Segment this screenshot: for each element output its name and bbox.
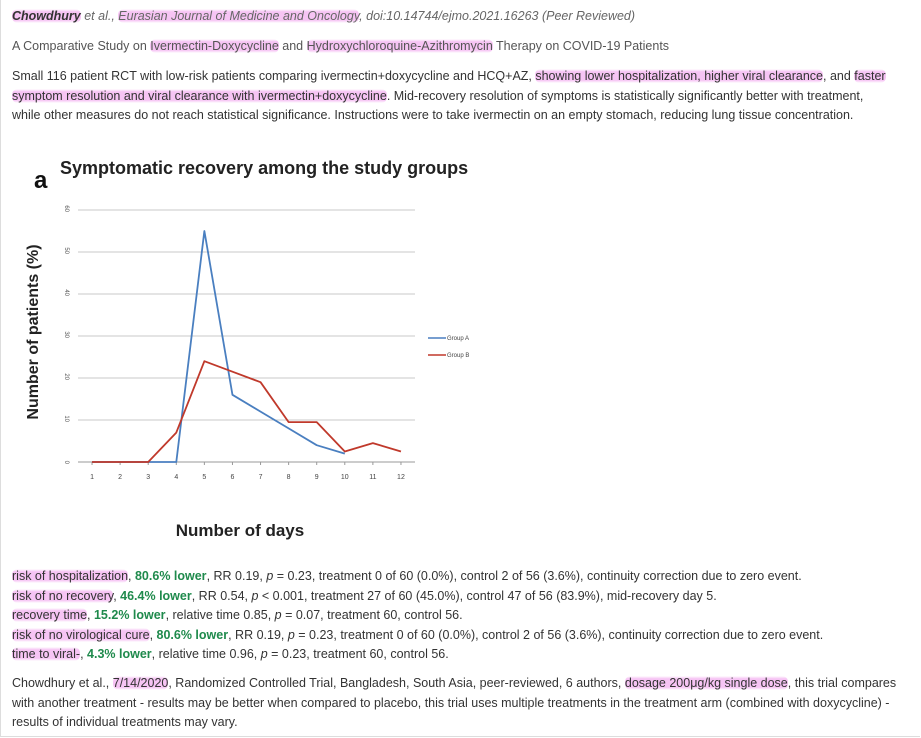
x-tick-label: 10 bbox=[340, 474, 349, 481]
x-tick-label: 11 bbox=[369, 474, 377, 481]
x-tick-label: 3 bbox=[146, 474, 151, 481]
summary-text-2: , and bbox=[823, 69, 855, 83]
drug2-link[interactable]: Hydroxychloroquine-Azithromycin bbox=[306, 39, 493, 53]
result-sep: , bbox=[80, 647, 88, 661]
result-effect: 4.3% lower bbox=[87, 647, 152, 661]
result-effect: 46.4% lower bbox=[120, 588, 192, 603]
x-tick-label: 2 bbox=[118, 474, 123, 481]
result-measure-link[interactable]: recovery time bbox=[12, 608, 88, 622]
result-row bbox=[12, 626, 823, 646]
x-tick-label: 8 bbox=[286, 474, 291, 481]
result-detail-b: = 0.23, treatment 0 of 60 (0.0%), control 2 of 56 (3.6%), continuity correction due to zero event. bbox=[294, 627, 824, 642]
footer-line-3: results of individual treatments may vary. bbox=[12, 715, 238, 729]
result-sep: , bbox=[149, 627, 157, 642]
result-detail-b: = 0.23, treatment 60, control 56. bbox=[267, 647, 449, 661]
x-tick-label: 12 bbox=[397, 474, 405, 481]
trial-details bbox=[12, 674, 907, 733]
results-list bbox=[12, 567, 823, 665]
series-line-group-a bbox=[92, 231, 345, 462]
result-measure-link[interactable]: risk of no virological cure bbox=[12, 627, 150, 642]
result-measure-link[interactable]: time to viral- bbox=[12, 647, 81, 661]
study-title bbox=[12, 39, 669, 53]
result-measure-link[interactable]: risk of no recovery bbox=[12, 588, 114, 603]
result-row bbox=[12, 645, 823, 665]
y-tick-label: 60 bbox=[63, 205, 69, 212]
series-line-group-b bbox=[92, 361, 401, 462]
title-suffix: Therapy on COVID-19 Patients bbox=[492, 39, 670, 53]
summary-highlight-2a[interactable]: faster bbox=[854, 69, 886, 83]
y-axis-label: Number of patients (%) bbox=[25, 244, 42, 420]
x-axis-label: Number of days bbox=[175, 521, 305, 540]
result-effect: 80.6% lower bbox=[134, 569, 207, 583]
footer-text-c: , this trial compares bbox=[787, 676, 897, 690]
footer-text-a: Chowdhury et al., bbox=[12, 676, 113, 690]
result-detail-b: = 0.07, treatment 60, control 56. bbox=[281, 608, 463, 622]
result-effect: 15.2% lower bbox=[93, 608, 166, 622]
result-detail-a: , RR 0.19, bbox=[228, 627, 288, 642]
result-row bbox=[12, 587, 823, 607]
date-link[interactable]: 7/14/2020 bbox=[112, 676, 169, 690]
y-tick-label: 0 bbox=[63, 460, 69, 464]
result-p: p bbox=[251, 588, 259, 603]
result-p: p bbox=[274, 608, 282, 622]
result-p: p bbox=[287, 627, 295, 642]
title-prefix: A Comparative Study on bbox=[12, 39, 151, 53]
result-row bbox=[12, 606, 823, 626]
y-tick-label: 50 bbox=[63, 247, 69, 254]
summary-highlight-1[interactable]: showing lower hospitalization, higher viral clearance bbox=[535, 69, 824, 83]
result-sep: , bbox=[128, 569, 135, 583]
result-effect: 80.6% lower bbox=[156, 627, 229, 642]
legend-label: Group B bbox=[447, 353, 470, 359]
x-tick-label: 5 bbox=[202, 474, 207, 481]
summary-text-1: Small 116 patient RCT with low-risk patients comparing ivermectin+doxycycline and HCQ+AZ, bbox=[12, 69, 536, 83]
author-link[interactable]: Chowdhury bbox=[12, 9, 81, 23]
y-tick-label: 30 bbox=[63, 331, 69, 338]
result-detail-b: = 0.23, treatment 0 of 60 (0.0%), control 2 of 56 (3.6%), continuity correction due to zero event. bbox=[273, 569, 802, 583]
citation-line bbox=[12, 9, 635, 23]
result-detail-a: , relative time 0.96, bbox=[151, 647, 261, 661]
result-row bbox=[12, 567, 823, 587]
x-tick-label: 9 bbox=[314, 474, 319, 481]
result-p: p bbox=[266, 569, 274, 583]
citation-etal: et al., bbox=[80, 9, 119, 23]
summary-paragraph bbox=[12, 67, 907, 126]
footer-line-2: with another treatment - results may be better when compared to placebo, this trial uses multiple treatments in the treatment arm (combined with doxycycline) - bbox=[12, 695, 890, 710]
citation-doi: , doi:10.14744/ejmo.2021.16263 (Peer Reviewed) bbox=[359, 9, 636, 23]
x-tick-label: 6 bbox=[230, 474, 235, 481]
y-tick-label: 20 bbox=[63, 373, 69, 380]
summary-highlight-2b[interactable]: symptom resolution and viral clearance with ivermectin+doxycycline bbox=[12, 88, 387, 103]
summary-text-3: . Mid-recovery resolution of symptoms is statistically significantly better with treatment, bbox=[386, 88, 864, 103]
result-sep: , bbox=[87, 608, 94, 622]
result-detail-b: < 0.001, treatment 27 of 60 (45.0%), control 47 of 56 (83.9%), mid-recovery day 5. bbox=[258, 588, 717, 603]
recovery-chart bbox=[0, 148, 560, 548]
chart-title: Symptomatic recovery among the study groups bbox=[60, 158, 469, 178]
y-tick-label: 10 bbox=[63, 415, 69, 422]
drug1-link[interactable]: Ivermectin-Doxycycline bbox=[150, 39, 279, 53]
x-tick-label: 1 bbox=[90, 474, 94, 481]
footer-text-b: , Randomized Controlled Trial, Bangladesh, South Asia, peer-reviewed, 6 authors, bbox=[168, 676, 625, 690]
result-detail-a: , RR 0.54, bbox=[191, 588, 252, 603]
x-tick-label: 7 bbox=[258, 474, 263, 481]
result-detail-a: , relative time 0.85, bbox=[165, 608, 275, 622]
result-p: p bbox=[260, 647, 268, 661]
dosage-link[interactable]: dosage 200μg/kg single dose bbox=[624, 676, 788, 690]
summary-text-4: while other measures do not reach statistical significance. Instructions were to take ivermectin on an empty stomach, reducing lung tissue concentration. bbox=[12, 108, 854, 122]
y-tick-label: 40 bbox=[63, 289, 69, 296]
result-sep: , bbox=[113, 588, 121, 603]
journal-link[interactable]: Eurasian Journal of Medicine and Oncology bbox=[118, 9, 360, 23]
panel-label: a bbox=[34, 167, 48, 194]
result-detail-a: , RR 0.19, bbox=[206, 569, 267, 583]
result-measure-link[interactable]: risk of hospitalization bbox=[12, 569, 129, 583]
legend-label: Group A bbox=[447, 336, 470, 342]
title-and: and bbox=[278, 39, 307, 53]
x-tick-label: 4 bbox=[174, 474, 179, 481]
